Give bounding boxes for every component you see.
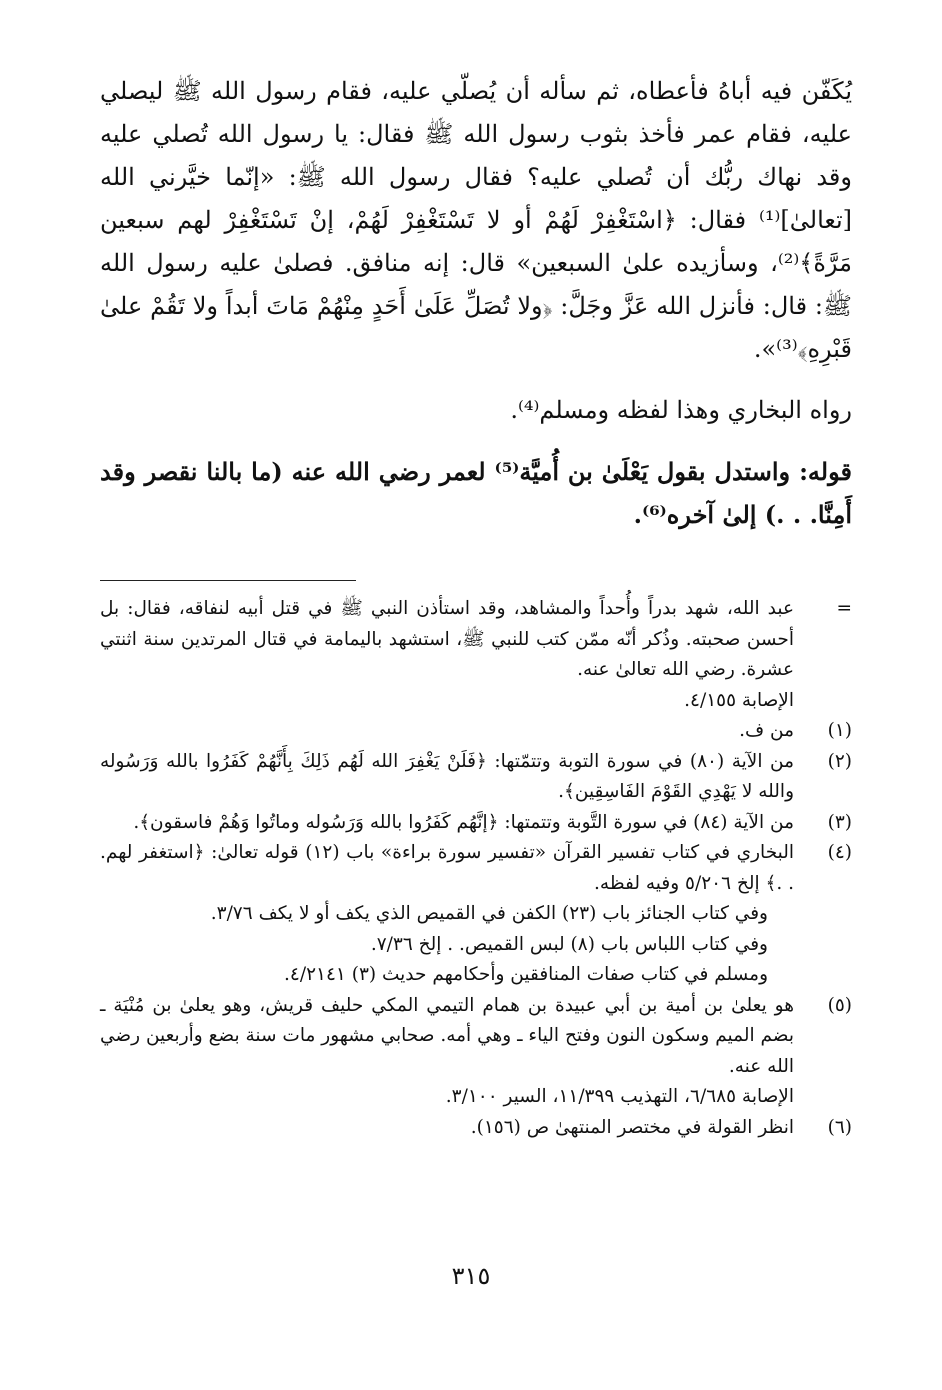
footnote-reference: الإصابة ٤/١٥٥. bbox=[684, 689, 794, 711]
citation-paragraph: رواه البخاري وهذا لفظه ومسلم⁽⁴⁾. bbox=[510, 396, 852, 424]
footnote-number: (٦) bbox=[827, 1116, 852, 1138]
footnote-2 bbox=[100, 747, 852, 808]
footnote-6 bbox=[100, 1113, 852, 1144]
footnote-3 bbox=[100, 808, 852, 839]
footnote-text: عبد الله، شهد بدراً وأُحداً والمشاهد، وقد استأذن النبي ﷺ في قتل أبيه لنفاقه، فقال: بل أحسن صحبته. وذُكر أنّه ممّن كتب للنبي ﷺ، استشهد باليمامة في قتال المرتدين سنة اثنتي عشرة. رضي الله تعالىٰ عنه. bbox=[100, 598, 794, 680]
page-number: ٣١٥ bbox=[451, 1262, 491, 1290]
footnote-text: البخاري في كتاب تفسير القرآن «تفسير سورة براءة» باب (١٢) قوله تعالىٰ: ﴿استغفر لهم. . .﴾ إلخ ٥/٢٠٦ وفيه لفظه. bbox=[100, 842, 794, 894]
footnote-subline: ومسلم في كتاب صفات المنافقين وأحكامهم حديث (٣) ٤/٢١٤١. bbox=[284, 964, 768, 985]
footnote-text: انظر القولة في مختصر المنتهىٰ ص (١٥٦). bbox=[470, 1116, 794, 1138]
commentary-heading-paragraph: قوله: واستدل بقول يَعْلَىٰ بن أُميَّة⁽⁵⁾ لعمر رضي الله عنه (ما بالنا نقصر وقد أَمِنَّا. . .) إلىٰ آخره⁽⁶⁾. bbox=[100, 457, 852, 529]
footnote-text: من ف. bbox=[739, 720, 794, 741]
footnote-continuation bbox=[100, 594, 852, 716]
footnote-5 bbox=[100, 991, 852, 1113]
footnote-subline: الإصابة ٦/٦٨٥، التهذيب ١١/٣٩٩، السير ٣/١٠٠. bbox=[445, 1086, 794, 1107]
footnote-number: (٥) bbox=[827, 994, 852, 1016]
footnote-number: (٢) bbox=[827, 750, 852, 772]
footnote-marker: = bbox=[836, 598, 852, 619]
footnote-text: هو يعلىٰ بن أمية بن أبي عبيدة بن همام التيمي المكي حليف قريش، وهو يعلىٰ بن مُنْيَة ـ بضم الميم وسكون النون وفتح الياء ـ وهي أمه. صحابي مشهور مات سنة بضع وأربعين رضي الله عنه. bbox=[100, 994, 794, 1077]
footnote-subline: وفي كتاب اللباس باب (٨) لبس القميص. . إلخ ٧/٣٦. bbox=[370, 933, 768, 955]
footnotes bbox=[100, 594, 852, 1143]
footnote-text: من الآية (٨٠) في سورة التوبة وتتمّتها: ﴿فَلَنْ يَغْفِرَ الله لَهُم ذَلِكَ بِأَنَّهُمْ كَفَرُوا بالله وَرَسُوله والله لا يَهْدِي القَوْمَ الفَاسِقِين﴾. bbox=[100, 750, 794, 802]
footnote-subline: وفي كتاب الجنائز باب (٢٣) الكفن في القميص الذي يكف أو لا يكف ٣/٧٦. bbox=[210, 903, 768, 924]
footnote-number: (٣) bbox=[827, 811, 852, 833]
footnote-number: (٤) bbox=[827, 842, 852, 863]
footnote-text: من الآية (٨٤) في سورة التَّوبة وتتمتها: ﴿إنَّهُم كَفَرُوا بالله وَرَسُوله وماتُوا وَهُمْ فاسقون﴾. bbox=[133, 811, 794, 833]
footnote-4 bbox=[100, 838, 852, 991]
footnote-1 bbox=[100, 716, 852, 747]
footnote-divider bbox=[100, 580, 356, 581]
footnote-number: (١) bbox=[827, 720, 852, 741]
hadith-paragraph: يُكَفّن فيه أباهُ فأعطاه، ثم سأله أن يُصلّي عليه، فقام رسول الله ﷺ ليصلي عليه، فقام عمر فأخذ بثوب رسول الله ﷺ فقال: يا رسول الله تُصلي عليه وقد نهاك ربُّك أن تُصلي عليه؟ فقال رسول الله ﷺ: «إنّما خيَّرني الله [تعالىٰ]⁽¹⁾ فقال: ﴿اسْتَغْفِرْ لَهُمْ أو لا تَسْتَغْفِرْ لَهُمْ، إنْ تَسْتَغْفِرْ لهم سبعين مَرَّةً﴾⁽²⁾، وسأزيده علىٰ السبعين» قال: إنه منافق. فصلىٰ عليه رسول الله ﷺ: قال: فأنزل الله عَزَّ وجَلَّ: ﴿ولا تُصَلِّ عَلَىٰ أَحَدٍ مِنْهُمْ مَاتَ أبداً ولا تَقُمْ علىٰ قَبْرِهِ﴾⁽³⁾». bbox=[100, 77, 853, 363]
main-text bbox=[100, 70, 852, 536]
